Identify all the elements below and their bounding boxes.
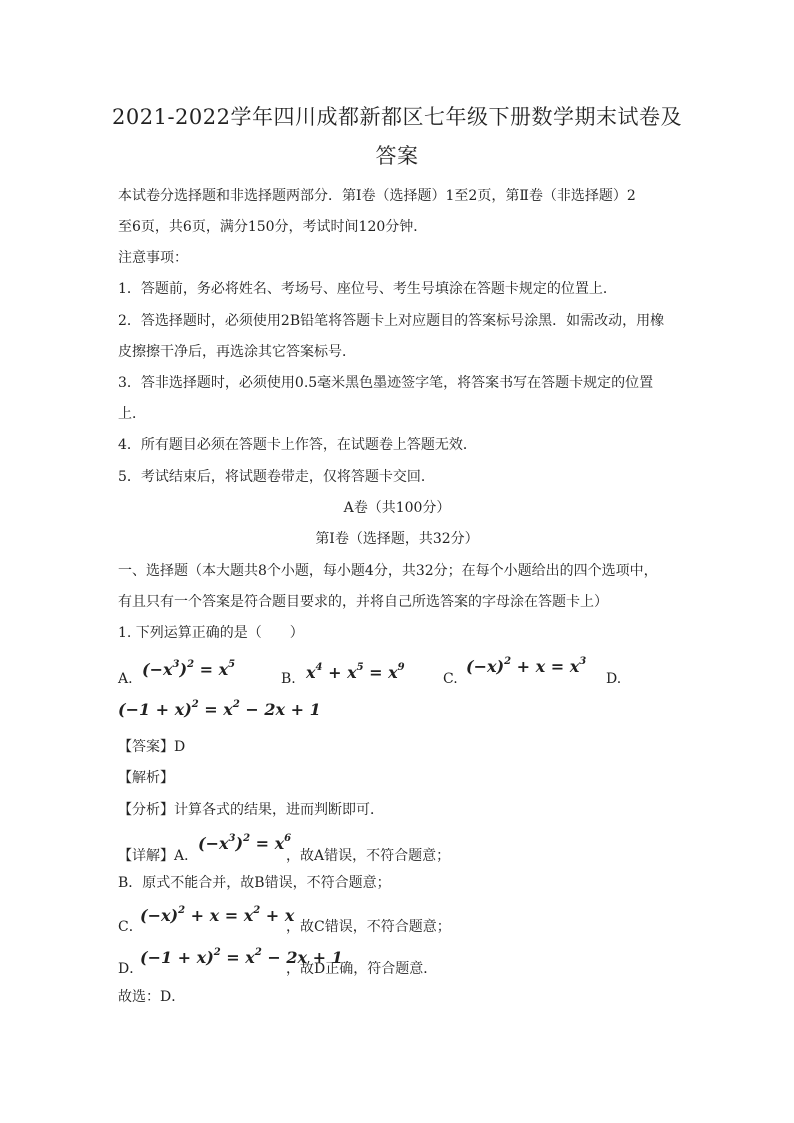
detail-b: B．原式不能合并，故B错误，不符合题意；: [118, 875, 391, 891]
part1-line2: 有且只有一个答案是符合题目要求的，并将自己所选答案的字母涂在答题卡上）: [118, 594, 608, 610]
option-a-label: A.: [118, 671, 133, 687]
note-3-line1: 3．答非选择题时，必须使用0.5毫米黑色墨迹签字笔，将答案书写在答题卡规定的位置: [118, 375, 654, 391]
analysis-text: 【分析】计算各式的结果，进而判断即可．: [118, 802, 384, 818]
note-2-line1: 2．答选择题时，必须使用2B铅笔将答题卡上对应题目的答案标号涂黑．如需改动，用橡: [118, 313, 665, 329]
section-1-heading: 第Ⅰ卷（选择题，共32分）: [315, 531, 479, 547]
answer-line: 【答案】D: [118, 739, 186, 755]
analysis-heading: 【解析】: [118, 770, 174, 786]
detail-d-label: D．: [118, 961, 144, 977]
note-5: 5．考试结束后，将试题卷带走，仅将答题卡交回．: [118, 469, 435, 485]
part1-line1: 一、选择题（本大题共8个小题，每小题4分，共32分；在每个小题给出的四个选项中，: [118, 563, 658, 579]
option-c-label: C.: [443, 671, 458, 687]
intro-line1: 本试卷分选择题和非选择题两部分．第Ⅰ卷（选择题）1至2页，第Ⅱ卷（非选择题）2: [118, 188, 636, 204]
note-1: 1．答题前，务必将姓名、考场号、座位号、考生号填涂在答题卡规定的位置上．: [118, 281, 617, 297]
detail-a-formula: $(-x^3)^2 = x^6$: [198, 833, 292, 853]
detail-a-tail: ，故A错误，不符合题意；: [286, 848, 451, 864]
detail-c-tail: ，故C错误，不符合题意；: [286, 919, 451, 935]
option-a-formula: $(-x^3)^2 = x^5$: [142, 659, 236, 679]
page-title-line1: 2021-2022学年四川成都新都区七年级下册数学期末试卷及: [112, 105, 682, 129]
note-2-line2: 皮擦擦干净后，再选涂其它答案标号．: [118, 344, 356, 360]
conclusion: 故选：D．: [118, 989, 186, 1005]
notes-heading: 注意事项：: [118, 250, 188, 266]
option-b-label: B.: [281, 671, 296, 687]
option-d-formula: $(-1 + x)^2 = x^2 - 2x + 1$: [118, 699, 321, 719]
option-b-formula: $x^4 + x^5 = x^9$: [306, 662, 405, 682]
detail-d-tail: ，故D正确，符合题意．: [286, 961, 438, 977]
detail-c-formula: $(-x)^2 + x = x^2 + x$: [140, 905, 295, 925]
section-a-heading: A卷（共100分）: [343, 500, 451, 516]
note-3-line2: 上．: [118, 406, 146, 422]
intro-line2: 至6页，共6页，满分150分，考试时间120分钟．: [118, 219, 428, 235]
option-d-label: D.: [606, 671, 622, 687]
option-c-formula: $(-x)^2 + x = x^3$: [466, 656, 587, 676]
page-title-line2: 答案: [375, 144, 419, 168]
detail-c-label: C．: [118, 919, 143, 935]
note-4: 4．所有题目必须在答题卡上作答，在试题卷上答题无效．: [118, 437, 477, 453]
question-1-stem: 1. 下列运算正确的是（ ）: [118, 625, 304, 641]
detail-d-formula: $(-1 + x)^2 = x^2 - 2x + 1$: [140, 947, 343, 967]
detail-label: 【详解】A．: [118, 848, 199, 864]
